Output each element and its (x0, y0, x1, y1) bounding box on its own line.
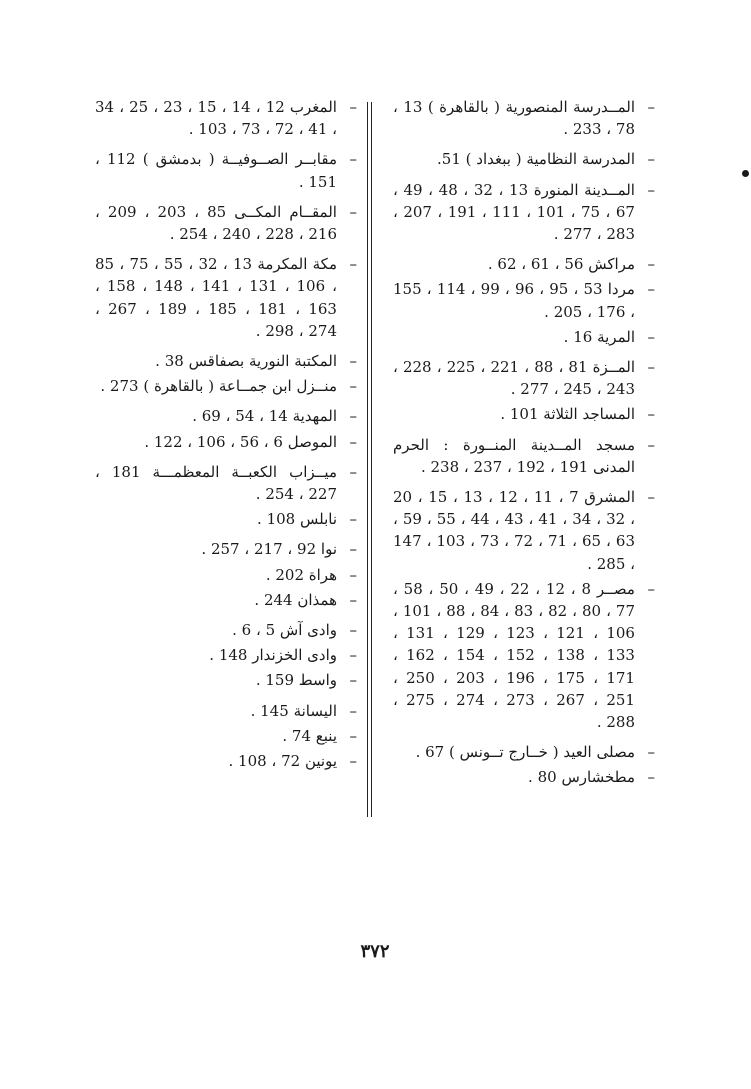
entry-dash: – (349, 407, 357, 426)
entry-dash: – (647, 743, 655, 762)
entry-dash: – (349, 352, 357, 371)
entry-dash: – (349, 565, 357, 584)
entry-name: مقابــر الصــوفيــة ( بدمشق ) (142, 150, 337, 169)
index-entry (95, 148, 357, 192)
entry-dash: – (647, 327, 655, 346)
entry-dash: – (647, 150, 655, 169)
entry-dash: – (349, 621, 357, 640)
index-entry (393, 148, 655, 170)
entry-page-refs: 56 ، 61 ، 62 . (487, 255, 584, 274)
entry-dash: – (349, 510, 357, 529)
index-entry (95, 750, 357, 772)
entry-dash: – (349, 462, 357, 481)
entry-dash: – (647, 488, 655, 507)
entry-page-refs: 202 . (265, 565, 304, 584)
index-entry (393, 486, 655, 575)
entry-name: مسجد المــدينة المنــورة : الحرم المدنى (393, 435, 635, 476)
entry-name: المساجد الثلاثة (543, 405, 635, 424)
entry-dash: – (349, 701, 357, 720)
entry-name: وادى الخزندار (252, 646, 337, 665)
index-entry (393, 403, 655, 425)
index-entry (95, 725, 357, 747)
entry-name: واسط (298, 671, 337, 690)
entry-dash: – (349, 255, 357, 274)
index-entry (393, 179, 655, 246)
entry-page-refs: 101 . (500, 405, 539, 424)
entry-dash: – (647, 280, 655, 299)
index-entry (95, 96, 357, 140)
page-number: ٣٧٢ (360, 941, 390, 962)
entry-name: المــزة (592, 358, 635, 377)
index-entry (95, 375, 357, 397)
index-entry (393, 253, 655, 275)
entry-name: المرية (597, 327, 635, 346)
entry-name: ينبع (315, 726, 337, 745)
entry-name: المــدرسة المنصورية ( بالقاهرة ) (427, 98, 636, 116)
entry-page-refs: 244 . (254, 590, 293, 609)
index-entry (95, 700, 357, 722)
entry-page-refs: 14 ، 54 ، 69 . (192, 407, 288, 426)
index-column-left (95, 96, 357, 775)
entry-page-refs: 5 ، 6 . (232, 621, 276, 640)
entry-page-refs: 12 ، 14 ، 15 ، 23 ، 25 ، 34 ، 41 ، 72 ، 73 ، 103 . (95, 98, 337, 139)
entry-dash: – (349, 646, 357, 665)
index-entry (95, 350, 357, 372)
index-entry (95, 461, 357, 505)
index-entry (95, 201, 357, 245)
entry-dash: – (647, 180, 655, 199)
entry-dash: – (349, 752, 357, 771)
entry-page-refs: 92 ، 217 ، 257 . (201, 540, 317, 559)
index-entry (393, 578, 655, 733)
entry-page-refs: 108 . (257, 510, 296, 529)
entry-name: المــدينة المنورة (533, 180, 635, 199)
entry-page-refs: 53 ، 95 ، 96 ، 99 ، 114 ، 155 ، 176 ، 205 . (393, 280, 635, 321)
entry-page-refs: 16 . (563, 327, 593, 346)
entry-name: وادى آش (279, 621, 337, 640)
entry-name: مكة المكرمة (257, 255, 337, 274)
entry-dash: – (349, 671, 357, 690)
entry-page-refs: 159 . (255, 671, 294, 690)
entry-name: يونين (304, 752, 337, 771)
index-entry (393, 278, 655, 322)
entry-name: مصــر (596, 579, 635, 598)
entry-page-refs: 74 . (282, 726, 311, 745)
index-entry (95, 589, 357, 611)
margin-dot (742, 170, 749, 177)
index-entry (95, 538, 357, 560)
index-entry (95, 431, 357, 453)
entry-name: نابلس (299, 510, 337, 529)
index-entry (393, 766, 655, 788)
index-entry (393, 434, 655, 478)
entry-page-refs: 191 ، 192 ، 237 ، 238 . (420, 457, 589, 476)
entry-page-refs: 38 . (155, 352, 184, 371)
entry-page-refs: 67 . (415, 743, 445, 762)
index-entry (95, 644, 357, 666)
entry-page-refs: 148 . (209, 646, 248, 665)
entry-name: المهدية (292, 407, 337, 426)
entry-dash: – (349, 726, 357, 745)
entry-page-refs: 13 ، 32 ، 48 ، 49 ، 67 ، 75 ، 101 ، 111 ، 191 ، 207 ، 283 ، 277 . (393, 180, 635, 244)
entry-dash: – (647, 255, 655, 274)
index-column-right (393, 96, 655, 792)
entry-page-refs: 273 . (100, 377, 139, 396)
entry-page-refs: 85 ، 203 ، 209 ، 216 ، 228 ، 240 ، 254 . (95, 202, 337, 244)
entry-dash: – (349, 202, 357, 221)
entry-name: الموصل (287, 432, 337, 451)
index-entry (95, 669, 357, 691)
entry-page-refs: 72 ، 108 . (228, 752, 301, 771)
entry-name: المغرب (289, 98, 337, 116)
index-entry (393, 326, 655, 348)
index-entry (95, 508, 357, 530)
entry-dash: – (349, 377, 357, 396)
entry-name: مراكش (588, 255, 635, 274)
entry-dash: – (349, 432, 357, 451)
entry-dash: – (349, 150, 357, 169)
entry-name: مردا (607, 280, 635, 299)
entry-page-refs: 181 ، 227 ، 254 . (95, 462, 337, 504)
entry-dash: – (349, 98, 357, 116)
entry-page-refs: 13 ، 78 ، 233 . (393, 98, 635, 139)
entry-page-refs: 8 ، 12 ، 22 ، 49 ، 50 ، 58 ، 77 ، 80 ، 82 ، 83 ، 84 ، 88 ، 101 ، 106 ، 121 ، 123 ، 129 ، 131 ، 133 ، 138 ، 152 ، 154 ، 162 ، 171 ، 175 ، 196 ، 203 ، 250 ، 251 ، 267 ، 273 ، 274 ، 275 ، 288 . (393, 579, 635, 732)
index-entry (95, 405, 357, 427)
index-entry (95, 619, 357, 641)
index-page (95, 96, 655, 826)
index-entry (95, 253, 357, 342)
entry-page-refs: 80 . (528, 768, 557, 787)
entry-page-refs: 112 ، 151 . (95, 150, 337, 191)
entry-dash: – (349, 540, 357, 559)
entry-name: المدرسة النظامية ( ببغداد ) (465, 150, 635, 169)
entry-name: المكتبة النورية بصفاقس (188, 352, 337, 371)
entry-page-refs: 6 ، 56 ، 106 ، 122 . (144, 432, 283, 451)
entry-name: المقــام المكــى (234, 202, 337, 221)
entry-page-refs: 145 . (250, 701, 289, 720)
entry-name: ميــزاب الكعبــة المعظمـــة (152, 462, 337, 481)
entry-page-refs: 13 ، 32 ، 55 ، 75 ، 85 ، 106 ، 131 ، 141 ، 148 ، 158 ، 163 ، 181 ، 185 ، 189 ، 267 ، 274 ، 298 . (95, 255, 337, 340)
entry-name: مصلى العيد ( خــارج تــونس ) (449, 743, 635, 762)
entry-name: اليسانة (293, 701, 337, 720)
entry-page-refs: 51. (437, 150, 461, 169)
column-divider (367, 102, 372, 817)
entry-dash: – (647, 768, 655, 787)
entry-dash: – (349, 590, 357, 609)
entry-name: المشرق (584, 488, 635, 507)
entry-dash: – (647, 358, 655, 377)
entry-dash: – (647, 435, 655, 454)
index-entry (393, 96, 655, 140)
index-entry (95, 564, 357, 586)
entry-name: هراة (308, 565, 337, 584)
entry-name: همذان (297, 590, 337, 609)
index-entry (393, 741, 655, 763)
entry-dash: – (647, 579, 655, 598)
entry-name: منــزل ابن جمــاعة ( بالقاهرة ) (143, 377, 337, 396)
entry-name: مطخشارس (561, 768, 635, 787)
entry-dash: – (647, 405, 655, 424)
entry-name: نوا (320, 540, 337, 559)
entry-page-refs: 81 ، 88 ، 221 ، 225 ، 228 ، 243 ، 245 ، 277 . (393, 358, 635, 399)
entry-dash: – (647, 98, 655, 116)
index-entry (393, 356, 655, 400)
entry-page-refs: 7 ، 11 ، 12 ، 13 ، 15 ، 20 ، 32 ، 34 ، 41 ، 43 ، 44 ، 55 ، 59 ، 63 ، 65 ، 71 ، 72 ، 73 ، 103 ، 147 ، 285 . (393, 488, 635, 573)
